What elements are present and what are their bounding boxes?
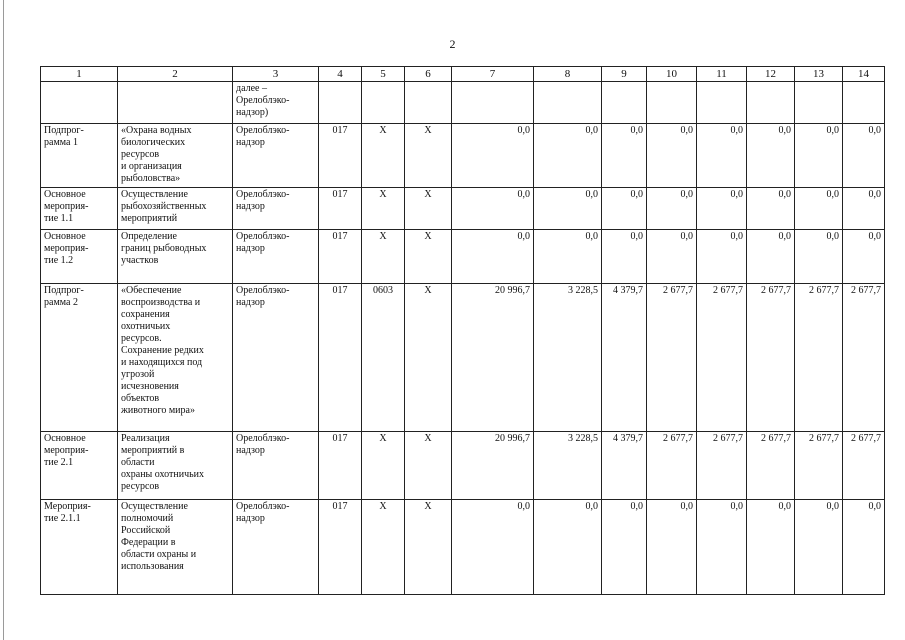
rzpr-cell: Х	[362, 230, 405, 284]
executor-cell: Орелоблэко- надзор	[233, 188, 319, 230]
item-name-cell: Реализация мероприятий в области охраны охотничьих ресурсов	[118, 432, 233, 500]
table-row	[41, 432, 885, 500]
amount-cell: 0,0	[747, 500, 795, 595]
amount-cell: 2 677,7	[795, 432, 843, 500]
amount-cell: 0,0	[602, 500, 647, 595]
executor-cell: Орелоблэко- надзор	[233, 500, 319, 595]
table-row	[41, 188, 885, 230]
amount-cell: 0,0	[602, 230, 647, 284]
amount-cell: 2 677,7	[697, 284, 747, 432]
amount-cell: 0,0	[697, 500, 747, 595]
amount-cell: 2 677,7	[795, 284, 843, 432]
rzpr-cell: Х	[362, 188, 405, 230]
page-left-border	[3, 0, 4, 640]
amount-cell: 0,0	[452, 188, 534, 230]
amount-cell	[647, 82, 697, 124]
item-code-cell: Подпрог- рамма 2	[41, 284, 118, 432]
amount-cell	[534, 82, 602, 124]
column-header: 14	[843, 67, 885, 82]
executor-cell: Орелоблэко- надзор	[233, 124, 319, 188]
amount-cell	[795, 82, 843, 124]
amount-cell	[602, 82, 647, 124]
item-name-cell: Определение границ рыбоводных участков	[118, 230, 233, 284]
item-code-cell: Основное мероприя- тие 1.1	[41, 188, 118, 230]
column-header: 8	[534, 67, 602, 82]
amount-cell: 2 677,7	[843, 432, 885, 500]
item-code-cell	[41, 82, 118, 124]
item-name-cell: Осуществление рыбохозяйственных мероприятий	[118, 188, 233, 230]
amount-cell: 0,0	[534, 188, 602, 230]
table-row	[41, 82, 885, 124]
amount-cell: 0,0	[452, 124, 534, 188]
amount-cell: 2 677,7	[843, 284, 885, 432]
table-row	[41, 500, 885, 595]
column-header: 4	[319, 67, 362, 82]
budget-table	[40, 66, 885, 595]
amount-cell: 0,0	[795, 188, 843, 230]
amount-cell	[843, 82, 885, 124]
rzpr-cell: Х	[362, 432, 405, 500]
amount-cell: 0,0	[534, 500, 602, 595]
table-row	[41, 124, 885, 188]
column-header: 2	[118, 67, 233, 82]
amount-cell: 0,0	[843, 188, 885, 230]
amount-cell: 0,0	[747, 230, 795, 284]
executor-cell: далее – Орелоблэко- надзор)	[233, 82, 319, 124]
table-row	[41, 230, 885, 284]
amount-cell: 3 228,5	[534, 432, 602, 500]
column-header: 10	[647, 67, 697, 82]
rzpr-cell: 0603	[362, 284, 405, 432]
amount-cell: 0,0	[452, 500, 534, 595]
amount-cell: 2 677,7	[647, 432, 697, 500]
page-number: 2	[449, 37, 456, 51]
amount-cell: 0,0	[795, 500, 843, 595]
csr-cell: Х	[405, 124, 452, 188]
csr-cell: Х	[405, 188, 452, 230]
amount-cell	[697, 82, 747, 124]
amount-cell: 0,0	[534, 124, 602, 188]
grbs-cell: 017	[319, 124, 362, 188]
amount-cell: 0,0	[795, 230, 843, 284]
amount-cell: 0,0	[697, 230, 747, 284]
amount-cell: 0,0	[843, 230, 885, 284]
csr-cell	[405, 82, 452, 124]
column-header: 5	[362, 67, 405, 82]
grbs-cell: 017	[319, 230, 362, 284]
item-code-cell: Мероприя- тие 2.1.1	[41, 500, 118, 595]
rzpr-cell: Х	[362, 124, 405, 188]
amount-cell: 2 677,7	[697, 432, 747, 500]
amount-cell: 0,0	[534, 230, 602, 284]
amount-cell: 20 996,7	[452, 284, 534, 432]
item-code-cell: Основное мероприя- тие 2.1	[41, 432, 118, 500]
amount-cell: 0,0	[843, 124, 885, 188]
amount-cell: 0,0	[452, 230, 534, 284]
executor-cell: Орелоблэко- надзор	[233, 284, 319, 432]
column-header: 1	[41, 67, 118, 82]
amount-cell: 0,0	[697, 188, 747, 230]
executor-cell: Орелоблэко- надзор	[233, 432, 319, 500]
amount-cell: 0,0	[602, 188, 647, 230]
column-header: 11	[697, 67, 747, 82]
column-header: 6	[405, 67, 452, 82]
amount-cell	[747, 82, 795, 124]
amount-cell: 0,0	[747, 124, 795, 188]
amount-cell: 4 379,7	[602, 432, 647, 500]
column-header: 9	[602, 67, 647, 82]
item-code-cell: Подпрог- рамма 1	[41, 124, 118, 188]
amount-cell: 0,0	[647, 188, 697, 230]
amount-cell: 0,0	[843, 500, 885, 595]
amount-cell: 2 677,7	[747, 284, 795, 432]
item-name-cell: Осуществление полномочий Российской Федерации в области охраны и использования	[118, 500, 233, 595]
column-header: 12	[747, 67, 795, 82]
amount-cell: 0,0	[795, 124, 843, 188]
header-row	[41, 67, 885, 82]
rzpr-cell: Х	[362, 500, 405, 595]
item-code-cell: Основное мероприя- тие 1.2	[41, 230, 118, 284]
amount-cell: 0,0	[647, 500, 697, 595]
amount-cell: 4 379,7	[602, 284, 647, 432]
column-header: 13	[795, 67, 843, 82]
amount-cell: 0,0	[602, 124, 647, 188]
amount-cell: 0,0	[747, 188, 795, 230]
item-name-cell	[118, 82, 233, 124]
grbs-cell: 017	[319, 432, 362, 500]
table-row	[41, 284, 885, 432]
rzpr-cell	[362, 82, 405, 124]
amount-cell: 3 228,5	[534, 284, 602, 432]
amount-cell: 0,0	[697, 124, 747, 188]
grbs-cell: 017	[319, 500, 362, 595]
amount-cell: 20 996,7	[452, 432, 534, 500]
executor-cell: Орелоблэко- надзор	[233, 230, 319, 284]
csr-cell: Х	[405, 230, 452, 284]
amount-cell	[452, 82, 534, 124]
column-header: 7	[452, 67, 534, 82]
grbs-cell: 017	[319, 284, 362, 432]
csr-cell: Х	[405, 500, 452, 595]
amount-cell: 0,0	[647, 124, 697, 188]
amount-cell: 0,0	[647, 230, 697, 284]
amount-cell: 2 677,7	[747, 432, 795, 500]
amount-cell: 2 677,7	[647, 284, 697, 432]
csr-cell: Х	[405, 284, 452, 432]
item-name-cell: «Охрана водных биологических ресурсов и организация рыболовства»	[118, 124, 233, 188]
column-header: 3	[233, 67, 319, 82]
csr-cell: Х	[405, 432, 452, 500]
grbs-cell	[319, 82, 362, 124]
item-name-cell: «Обеспечение воспроизводства и сохранения охотничьих ресурсов. Сохранение редких и находящихся под угрозой исчезновения объектов животного мира»	[118, 284, 233, 432]
grbs-cell: 017	[319, 188, 362, 230]
